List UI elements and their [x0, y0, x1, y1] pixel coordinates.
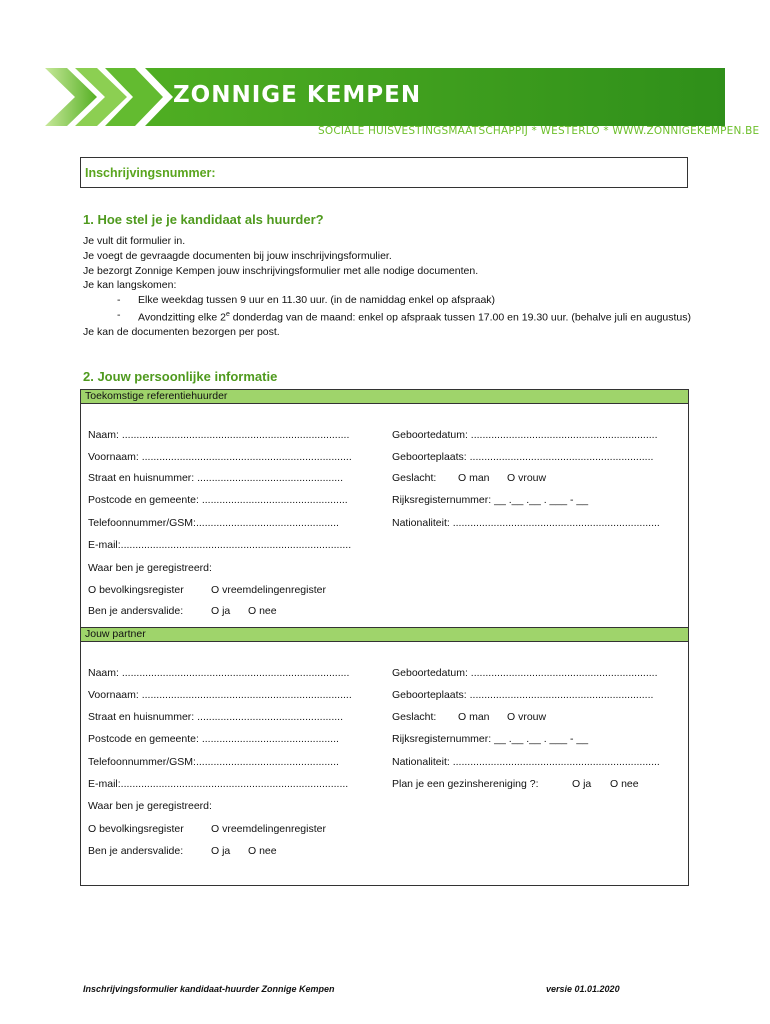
referent-andersvalide-ja[interactable]: O ja: [211, 605, 231, 617]
brand-name: ZONNIGE KEMPEN: [173, 82, 422, 108]
section-2-title: 2. Jouw persoonlijke informatie: [83, 369, 278, 384]
referent-registered-question: Waar ben je geregistreerd:: [88, 562, 212, 574]
partner-postcode-field[interactable]: Postcode en gemeente: ...............................................: [88, 733, 339, 745]
partner-straat-field[interactable]: Straat en huisnummer: ..................................................: [88, 711, 343, 723]
intro-line: Je kan de documenten bezorgen per post.: [83, 326, 280, 339]
partner-geslacht-label: Geslacht:: [392, 711, 437, 723]
section-1-title: 1. Hoe stel je je kandidaat als huurder?: [83, 212, 324, 227]
partner-gezinshereniging-ja[interactable]: O ja: [572, 778, 592, 790]
registration-number-box[interactable]: [80, 157, 688, 188]
partner-andersvalide-ja[interactable]: O ja: [211, 845, 231, 857]
intro-line: Je bezorgt Zonnige Kempen jouw inschrijvingsformulier met alle nodige documenten.: [83, 264, 479, 277]
intro-line: Je kan langskomen:: [83, 279, 177, 292]
referent-nationaliteit-field[interactable]: Nationaliteit: .......................................................................: [392, 517, 660, 529]
bullet-item: - Elke weekdag tussen 9 uur en 11.30 uur. (in de namiddag enkel op afspraak): [117, 294, 496, 307]
partner-vreemdelingenregister-option[interactable]: O vreemdelingenregister: [211, 823, 326, 835]
partner-man-option[interactable]: O man: [458, 711, 490, 723]
referent-andersvalide-label: Ben je andersvalide:: [88, 605, 184, 617]
referent-heading: Toekomstige referentiehuurder: [80, 389, 689, 404]
referent-naam-field[interactable]: Naam: ..............................................................................: [88, 429, 350, 441]
partner-voornaam-field[interactable]: Voornaam: ........................................................................: [88, 689, 352, 701]
bullet-item: - Avondzitting elke 2e donderdag van de maand: enkel op afspraak tussen 17.00 en 19.30 uur. (behalve juli en augustus): [117, 308, 692, 324]
intro-line: Je voegt de gevraagde documenten bij jouw inschrijvingsformulier.: [83, 249, 392, 262]
referent-bevolkingsregister-option[interactable]: O bevolkingsregister: [88, 584, 184, 596]
referent-vrouw-option[interactable]: O vrouw: [507, 472, 547, 484]
partner-andersvalide-label: Ben je andersvalide:: [88, 845, 184, 857]
partner-geboortedatum-field[interactable]: Geboortedatum: ................................................................: [392, 667, 658, 679]
referent-straat-field[interactable]: Straat en huisnummer: ..................................................: [88, 472, 343, 484]
referent-man-option[interactable]: O man: [458, 472, 490, 484]
footer-title: Inschrijvingsformulier kandidaat-huurder Zonnige Kempen: [83, 984, 335, 994]
partner-vrouw-option[interactable]: O vrouw: [507, 711, 547, 723]
referent-voornaam-field[interactable]: Voornaam: ........................................................................: [88, 451, 352, 463]
partner-nationaliteit-field[interactable]: Nationaliteit: .......................................................................: [392, 756, 660, 768]
partner-registered-question: Waar ben je geregistreerd:: [88, 800, 212, 812]
referent-geboortedatum-field[interactable]: Geboortedatum: ................................................................: [392, 429, 658, 441]
intro-line: Je vult dit formulier in.: [83, 235, 186, 247]
referent-geboorteplaats-field[interactable]: Geboorteplaats: ...............................................................: [392, 451, 654, 463]
referent-telefoon-field[interactable]: Telefoonnummer/GSM:.................................................: [88, 517, 339, 529]
referent-rijksregister-field[interactable]: Rijksregisternummer: __ .__ .__ . ___ - __: [392, 494, 589, 506]
partner-naam-field[interactable]: Naam: ..............................................................................: [88, 667, 350, 679]
referent-andersvalide-nee[interactable]: O nee: [248, 605, 277, 617]
partner-email-field[interactable]: E-mail:..............................................................................: [88, 778, 349, 790]
partner-andersvalide-nee[interactable]: O nee: [248, 845, 277, 857]
partner-rijksregister-field[interactable]: Rijksregisternummer: __ .__ .__ . ___ - __: [392, 733, 589, 745]
partner-heading: Jouw partner: [80, 627, 689, 642]
partner-gezinshereniging-nee[interactable]: O nee: [610, 778, 639, 790]
section-1-intro: [83, 234, 693, 340]
partner-telefoon-field[interactable]: Telefoonnummer/GSM:.................................................: [88, 756, 339, 768]
partner-geboorteplaats-field[interactable]: Geboorteplaats: ...............................................................: [392, 689, 654, 701]
referent-postcode-field[interactable]: Postcode en gemeente: ..................................................: [88, 494, 348, 506]
footer-version: versie 01.01.2020: [546, 984, 620, 994]
brand-tagline: SOCIALE HUISVESTINGSMAATSCHAPPIJ * WESTERLO * WWW.ZONNIGEKEMPEN.BE: [318, 125, 760, 137]
partner-gezinshereniging-label: Plan je een gezinshereniging ?:: [392, 778, 539, 790]
referent-email-field[interactable]: E-mail:...............................................................................: [88, 539, 352, 551]
registration-number-label: Inschrijvingsnummer:: [85, 166, 216, 180]
referent-geslacht-label: Geslacht:: [392, 472, 437, 484]
partner-bevolkingsregister-option[interactable]: O bevolkingsregister: [88, 823, 184, 835]
referent-vreemdelingenregister-option[interactable]: O vreemdelingenregister: [211, 584, 326, 596]
